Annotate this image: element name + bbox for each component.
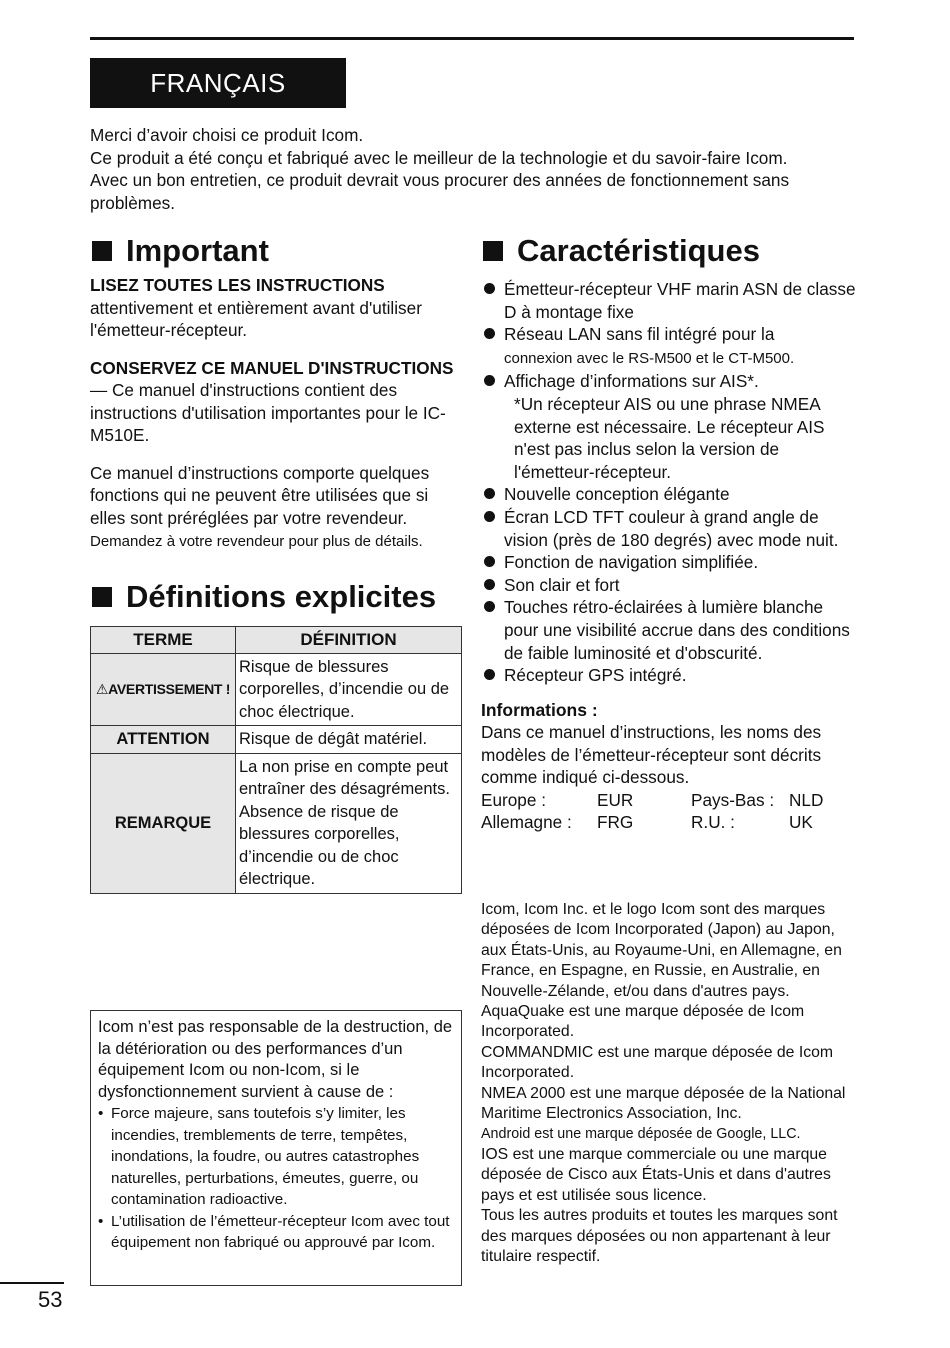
read-all-paragraph: [90, 274, 465, 342]
disclaimer-list: [98, 1103, 454, 1254]
feature-text: Écran LCD TFT couleur à grand angle de vision (près de 180 degrés) avec mode nuit.: [504, 506, 839, 550]
trademark-text: Icom, Icom Inc. et le logo Icom sont des marques déposées de Icom Incorporated (Japon) au Japon, aux États-Unis, au Royaume-Uni, en Allemagne, en France, en Espagne, en Russie, en Australie, en Nouvelle-Zélande, et/ou dans d'autres pays.: [481, 901, 842, 1000]
bullet-icon: [484, 328, 495, 339]
keep-manual-paragraph: [90, 357, 465, 447]
bullet-icon: [484, 283, 495, 294]
functions-text: Ce manuel d’instructions comporte quelques fonctions qui ne peuvent être utilisées que si elles sont préréglées par votre revendeur.: [90, 462, 430, 528]
list-item: [481, 664, 861, 687]
definition-caution: Risque de dégât matériel.: [236, 726, 462, 754]
feature-text: Récepteur GPS intégré.: [504, 665, 687, 686]
list-item: • L’utilisation de l’émetteur-récepteur Icom avec tout équipement non fabriqué ou approuvé par Icom.: [98, 1211, 454, 1254]
table-row: [481, 789, 861, 812]
model-country: Allemagne :: [481, 812, 572, 833]
keep-manual-text: — Ce manuel d'instructions contient des instructions d'utilisation importantes pour le IC-M510E.: [90, 380, 446, 445]
square-bullet-icon: [92, 587, 112, 607]
list-item: [481, 506, 861, 551]
feature-text: Nouvelle conception élégante: [504, 484, 730, 505]
top-rule: [90, 37, 854, 40]
disclaimer-box: [90, 1010, 462, 1286]
feature-text: Touches rétro-éclairées à lumière blanche pour une visibilité accrue dans des conditions de faible luminosité et d'obscurité.: [504, 597, 850, 663]
ais-note: *Un récepteur AIS ou une phrase NMEA externe est nécessaire. Le récepteur AIS n'est pas inclus selon la version de l'émetteur-récepteur.: [514, 393, 825, 482]
feature-text: Réseau LAN sans fil intégré pour la: [504, 324, 775, 345]
functions-paragraph: [90, 462, 465, 554]
read-all-text: attentivement et entièrement avant d'utiliser l'émetteur-récepteur.: [90, 297, 422, 340]
intro: [90, 124, 810, 214]
keep-manual-bold: CONSERVEZ CE MANUEL D'INSTRUCTIONS: [90, 357, 454, 378]
intro-description: Ce produit a été conçu et fabriqué avec le meilleur de la technologie et du savoir-faire Icom. Avec un bon entretien, ce produit devrait vous procurer des années de fonctionnement sans problèmes.: [90, 147, 790, 213]
definitions-heading: [90, 576, 465, 618]
list-item: [481, 278, 861, 323]
informations-title: Informations :: [481, 699, 598, 720]
bullet-icon: [484, 669, 495, 680]
language-tab: FRANÇAIS: [90, 58, 346, 108]
right-column: [481, 230, 861, 834]
definitions-title: Définitions explicites: [126, 578, 437, 614]
trademark-text: IOS est une marque commerciale ou une marque déposée de Cisco aux États-Unis et dans d'autres pays et est utilisée sous licence.: [481, 1145, 831, 1204]
term-caution: ATTENTION: [91, 726, 236, 754]
model-country: Europe :: [481, 789, 546, 810]
bullet-icon: [484, 488, 495, 499]
trademarks: [481, 900, 861, 1267]
column-header-definition: DÉFINITION: [236, 626, 462, 653]
trademark-text: Tous les autres produits et toutes les marques sont des marques déposées ou non appartenant à leur titulaire respectif.: [481, 1207, 838, 1265]
table-row: [91, 653, 462, 726]
models-table: [481, 789, 861, 834]
features-heading: [481, 230, 861, 272]
bullet-icon: [484, 556, 495, 567]
feature-text: Affichage d’informations sur AIS*.: [504, 371, 759, 392]
trademark-text: COMMANDMIC est une marque déposée de Icom Incorporated.: [481, 1043, 834, 1082]
list-item: [481, 574, 861, 597]
list-item: [481, 370, 861, 483]
table-row: [91, 753, 462, 893]
definitions-header-row: [91, 626, 462, 653]
list-item: [481, 323, 861, 370]
model-country: R.U. :: [691, 812, 735, 833]
model-code: NLD: [789, 789, 824, 810]
model-code: UK: [789, 812, 813, 833]
model-country: Pays-Bas :: [691, 789, 775, 810]
list-item: • Force majeure, sans toutefois s’y limiter, les incendies, tremblements de terre, tempêtes, inondations, la foudre, ou autres catastrophes naturelles, perturbations, émeutes, guerre, ou contamination radioactive.: [98, 1103, 454, 1211]
definition-note: La non prise en compte peut entraîner des désagréments. Absence de risque de blessures corporelles, d’incendie ou de choc électrique.: [236, 753, 462, 893]
model-code: FRG: [597, 812, 634, 833]
page-number: 53: [38, 1287, 63, 1312]
bullet-icon: [484, 601, 495, 612]
features-title: Caractéristiques: [517, 233, 760, 268]
bullet-icon: [484, 579, 495, 590]
page-number-rule: [0, 1282, 64, 1284]
definition-warning: Risque de blessures corporelles, d’incendie ou de choc électrique.: [236, 653, 462, 726]
term-note: REMARQUE: [91, 753, 236, 893]
feature-text: Fonction de navigation simplifiée.: [504, 552, 759, 573]
ask-dealer-text: Demandez à votre revendeur pour plus de détails.: [90, 533, 423, 550]
trademark-text: AquaQuake est une marque déposée de Icom Incorporated.: [481, 1003, 805, 1041]
features-list: [481, 278, 861, 687]
square-bullet-icon: [483, 241, 503, 261]
trademark-text: Android est une marque déposée de Google, LLC.: [481, 1126, 801, 1143]
intro-thanks: Merci d’avoir choisi ce produit Icom.: [90, 125, 364, 145]
feature-lan-continuation: connexion avec le RS-M500 et le CT-M500.: [504, 349, 795, 367]
read-all-bold: LISEZ TOUTES LES INSTRUCTIONS: [90, 275, 385, 295]
informations-text: Dans ce manuel d’instructions, les noms des modèles de l’émetteur-récepteur sont décrits comme indiqué ci-dessous.: [481, 722, 822, 788]
important-heading: [90, 230, 465, 272]
bullet-icon: [484, 511, 495, 522]
disclaimer-text: Icom n’est pas responsable de la destruction, de la détérioration ou des performances d’un équipement Icom ou non-Icom, si le dysfonctionnement survient à cause de :: [98, 1018, 453, 1101]
list-item: [481, 596, 861, 664]
list-item: [481, 551, 861, 574]
important-title: Important: [126, 233, 269, 268]
table-row: [481, 811, 861, 834]
model-code: EUR: [597, 789, 634, 810]
list-item: [481, 483, 861, 506]
feature-text: Son clair et fort: [504, 574, 620, 595]
square-bullet-icon: [92, 241, 112, 261]
definitions-table: [90, 626, 462, 894]
column-header-term: TERME: [91, 626, 236, 653]
trademark-text: NMEA 2000 est une marque déposée de la National Maritime Electronics Association, Inc.: [481, 1084, 846, 1123]
feature-text: Émetteur-récepteur VHF marin ASN de classe D à montage fixe: [504, 279, 856, 322]
table-row: [91, 726, 462, 754]
term-warning: ⚠AVERTISSEMENT !: [91, 653, 236, 726]
left-column: [90, 230, 465, 894]
bullet-icon: [484, 375, 495, 386]
